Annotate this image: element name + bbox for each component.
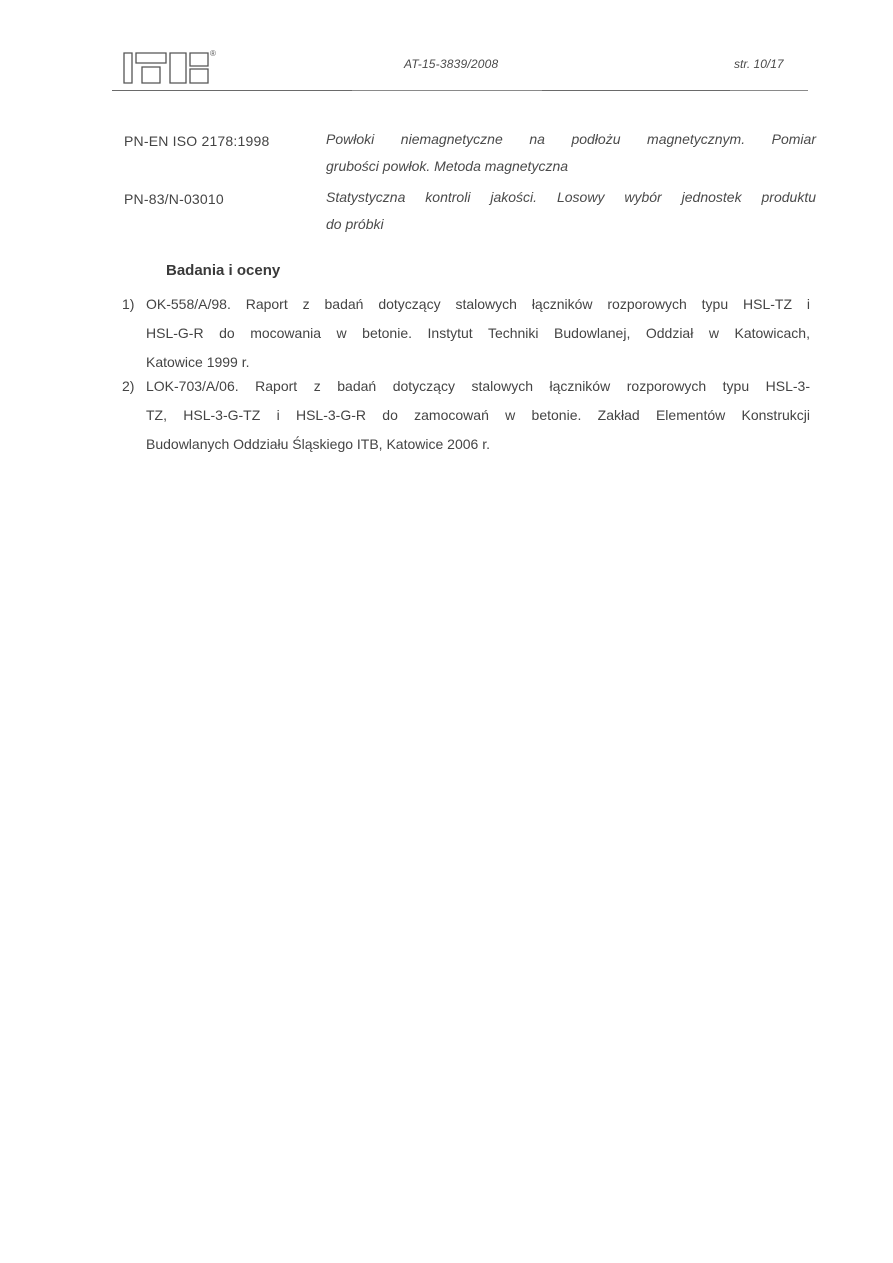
reference-line: Katowice 1999 r. bbox=[146, 354, 250, 370]
reference-line: HSL-G-R do mocowania w betonie. Instytut Techniki Budowlanej, Oddział w Katowicach, bbox=[146, 325, 810, 341]
standard-title-line: grubości powłok. Metoda magnetyczna bbox=[326, 158, 569, 174]
section-heading: Badania i oceny bbox=[166, 262, 281, 279]
standard-title-line: Statystyczna kontroli jakości. Losowy wybór jednostek produktu bbox=[326, 189, 816, 205]
standard-title-line: do próbki bbox=[326, 216, 384, 232]
reference-text bbox=[146, 372, 810, 459]
document-number: AT-15-3839/2008 bbox=[404, 57, 499, 71]
reference-line: TZ, HSL-3-G-TZ i HSL-3-G-R do zamocowań w betonie. Zakład Elementów Konstrukcji bbox=[146, 407, 810, 423]
reference-line: OK-558/A/98. Raport z badań dotyczący stalowych łączników rozporowych typu HSL-TZ i bbox=[146, 296, 810, 312]
reference-number: 1) bbox=[122, 296, 135, 312]
registered-mark: ® bbox=[210, 49, 216, 58]
standard-title bbox=[326, 184, 816, 238]
standard-code: PN-EN ISO 2178:1998 bbox=[124, 133, 270, 149]
page-number: str. 10/17 bbox=[734, 57, 784, 71]
reference-line: LOK-703/A/06. Raport z badań dotyczący stalowych łączników rozporowych typu HSL-3- bbox=[146, 378, 810, 394]
reference-number: 2) bbox=[122, 378, 135, 394]
header-divider bbox=[112, 90, 352, 91]
standard-title bbox=[326, 126, 816, 180]
header-divider bbox=[542, 90, 730, 91]
header-divider bbox=[730, 90, 808, 91]
standard-title-line: Powłoki niemagnetyczne na podłożu magnetycznym. Pomiar bbox=[326, 131, 816, 147]
reference-text bbox=[146, 290, 810, 377]
standard-code: PN-83/N-03010 bbox=[124, 191, 224, 207]
header-divider bbox=[352, 90, 542, 91]
reference-line: Budowlanych Oddziału Śląskiego ITB, Katowice 2006 r. bbox=[146, 436, 490, 452]
itb-logo-icon bbox=[122, 48, 222, 84]
